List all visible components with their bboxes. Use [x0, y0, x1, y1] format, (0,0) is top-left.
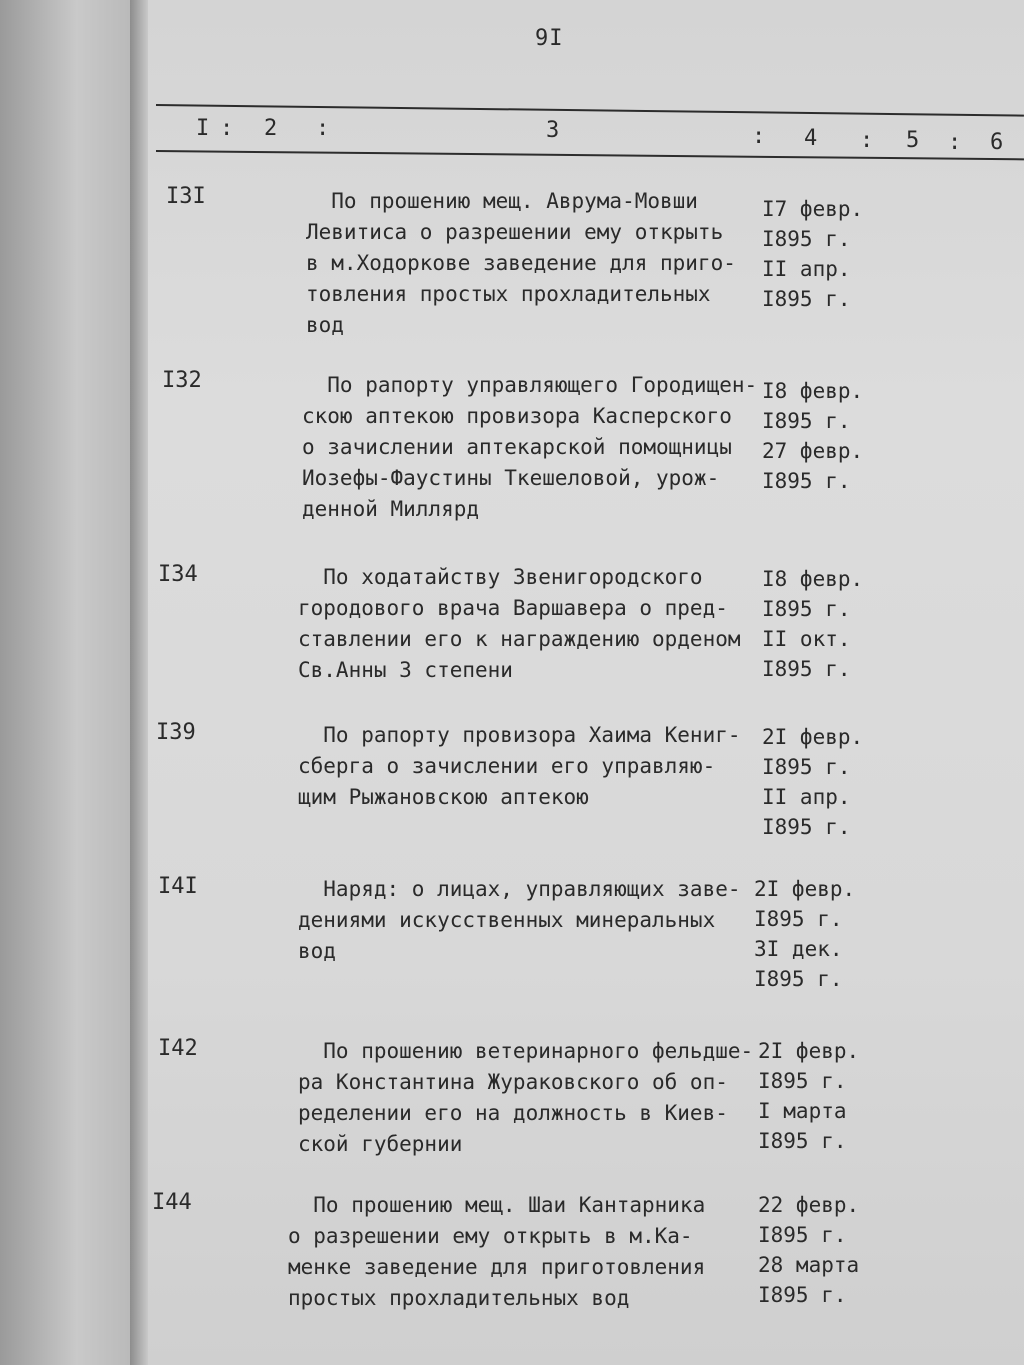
entry-dates: 2I февр. I895 г. I марта I895 г.	[758, 1039, 860, 1153]
document-page	[148, 0, 1024, 1365]
column-header-2: 2	[264, 116, 278, 141]
entry-description: По ходатайству Звенигородского городового врача Варшавера о пред- ставлении его к награждению орденом Св.Анны 3 степени	[298, 565, 741, 682]
entry-dates: I8 февр. I895 г. 27 февр. I895 г.	[762, 379, 864, 493]
table-header-bottom-rule	[156, 150, 1024, 160]
column-separator: :	[860, 128, 874, 153]
entry-description: По прошению мещ. Аврума-Мовши Левитиса о разрешении ему открыть в м.Ходоркове заведение для приго- товления простых прохладительных вод	[306, 189, 736, 337]
entry-description: По рапорту провизора Хаима Кениг- сберга о зачислении его управляю- щим Рыжановскою аптекою	[298, 723, 741, 809]
entry-description: По прошению ветеринарного фельдше- ра Константина Жураковского об оп- ределении его на должность в Киев- ской губернии	[298, 1039, 754, 1156]
entry-number: I4I	[158, 874, 198, 899]
entry-number: I34	[158, 562, 198, 587]
entry-dates: I7 февр. I895 г. II апр. I895 г.	[762, 197, 864, 311]
column-header-3: 3	[546, 118, 560, 143]
column-header-6: 6	[990, 130, 1004, 155]
entry-description: По рапорту управляющего Городищен- скою аптекою провизора Касперского о зачислении аптекарской помощницы Иозефы-Фаустины Ткешеловой, урож- денной Миллярд	[302, 373, 758, 521]
entry-number: I44	[152, 1190, 192, 1215]
column-header-5: 5	[906, 128, 920, 153]
entry-number: I32	[162, 368, 202, 393]
entry-number: I39	[156, 720, 196, 745]
entry-number: I42	[158, 1036, 198, 1061]
entry-number: I3I	[166, 184, 206, 209]
entry-dates: 22 февр. I895 г. 28 марта I895 г.	[758, 1193, 860, 1307]
entry-description: По прошению мещ. Шаи Кантарника о разрешении ему открыть в м.Ка- менке заведение для приготовления простых прохладительных вод	[288, 1193, 706, 1310]
column-header-4: 4	[804, 126, 818, 151]
entry-description: Наряд: о лицах, управляющих заве- дениями искусственных минеральных вод	[298, 877, 741, 963]
column-separator: :	[316, 116, 330, 141]
previous-page-edge	[0, 0, 140, 1365]
entry-dates: 2I февр. I895 г. II апр. I895 г.	[762, 725, 864, 839]
entry-dates: 2I февр. I895 г. 3I дек. I895 г.	[754, 877, 856, 991]
column-separator: :	[752, 124, 766, 149]
entry-dates: I8 февр. I895 г. II окт. I895 г.	[762, 567, 864, 681]
page-number: 9I	[535, 26, 564, 51]
column-separator: :	[220, 116, 234, 141]
column-separator: :	[948, 130, 962, 155]
table-header-top-rule	[156, 104, 1024, 117]
column-header-1: I	[196, 116, 210, 141]
